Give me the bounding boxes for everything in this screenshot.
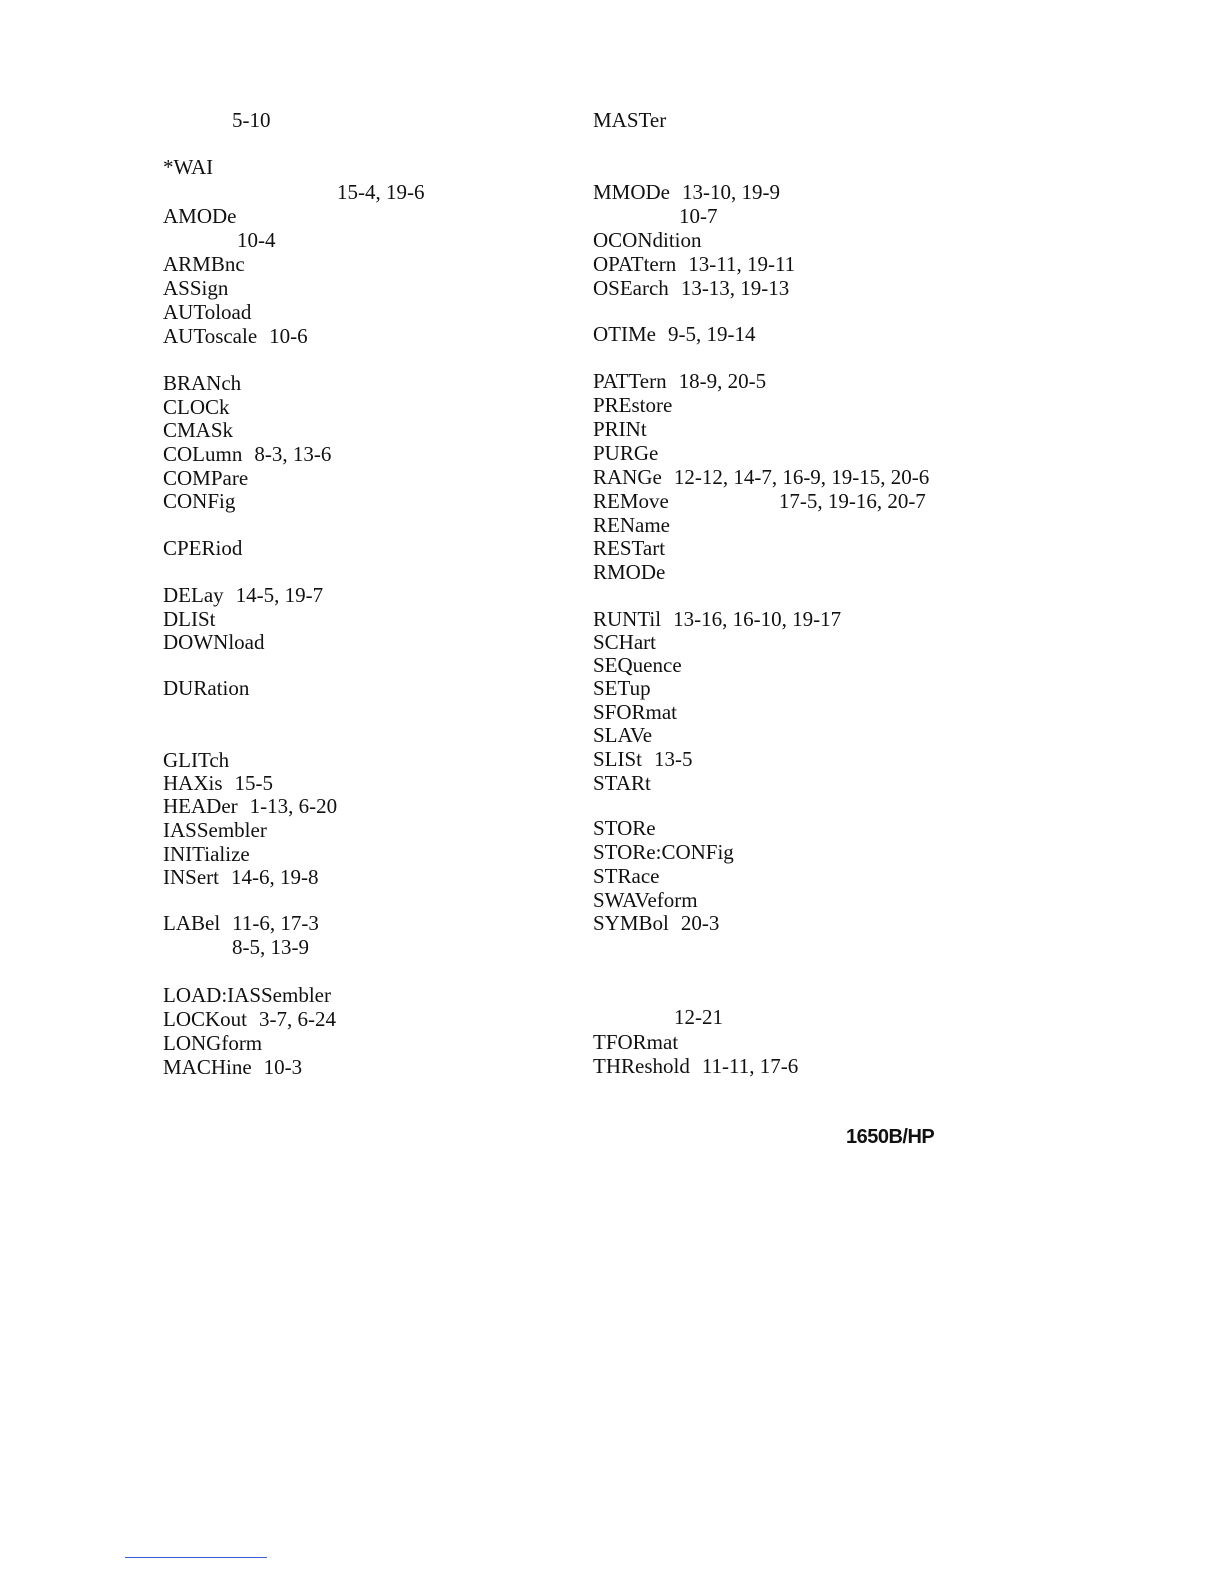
entry-term: IASSembler [163, 818, 267, 842]
index-entry [593, 180, 780, 204]
entry-term: SETup [593, 676, 651, 700]
entry-term: SFORmat [593, 700, 678, 724]
index-entry [679, 204, 718, 228]
entry-term: SLISt [593, 747, 643, 771]
entry-term: COLumn [163, 442, 243, 466]
entry-term: OCONdition [593, 228, 702, 252]
index-entry [163, 842, 250, 866]
index-entry [163, 607, 216, 631]
entry-term: COMPare [163, 466, 249, 490]
entry-pages: 11-11, 17-6 [701, 1054, 799, 1078]
index-entry [163, 865, 319, 889]
index-entry [163, 630, 264, 654]
index-entry [593, 465, 929, 489]
entry-pages: 14-6, 19-8 [231, 865, 319, 889]
entry-term: CONFig [163, 489, 236, 513]
index-entry [593, 489, 926, 513]
entry-term: LABel [163, 911, 221, 935]
entry-term: SCHart [593, 630, 656, 654]
entry-term: *WAI [163, 155, 214, 179]
entry-term: SWAVeform [593, 888, 698, 912]
index-entry [163, 204, 237, 228]
footer-label: 1650B/HP [846, 1126, 935, 1148]
entry-pages: 17-5, 19-16, 20-7 [778, 489, 926, 513]
entry-pages: 10-3 [263, 1055, 303, 1079]
entry-term: ASSign [163, 276, 229, 300]
entry-pages: 12-12, 14-7, 16-9, 19-15, 20-6 [673, 465, 930, 489]
entry-term: AUToload [163, 300, 252, 324]
entry-term: STORe [593, 816, 656, 840]
entry-term: SEQuence [593, 653, 682, 677]
entry-term: SLAVe [593, 723, 653, 747]
entry-pages: 9-5, 19-14 [667, 322, 756, 346]
index-entry [337, 180, 425, 204]
entry-term: CLOCk [163, 395, 230, 419]
entry-pages: 5-10 [232, 108, 271, 132]
entry-term: REName [593, 513, 670, 537]
index-entry [232, 108, 271, 132]
entry-term: PURGe [593, 441, 659, 465]
index-entry [593, 607, 841, 631]
entry-term: PATTern [593, 369, 667, 393]
index-entry [593, 252, 795, 276]
index-entry [163, 300, 251, 324]
entry-term: TFORmat [593, 1030, 679, 1054]
index-entry [593, 911, 719, 935]
index-entry [163, 1007, 336, 1031]
entry-term: STARt [593, 771, 651, 795]
entry-pages: 20-3 [680, 911, 720, 935]
entry-term: STORe:CONFig [593, 840, 734, 864]
entry-term: MMODe [593, 180, 670, 204]
index-entry [163, 442, 331, 466]
index-entry [593, 417, 647, 441]
index-entry [593, 393, 672, 417]
entry-pages: 14-5, 19-7 [235, 583, 324, 607]
entry-term: RANGe [593, 465, 662, 489]
entry-pages: 3-7, 6-24 [259, 1007, 336, 1031]
index-entry [593, 369, 766, 393]
entry-term: DELay [163, 583, 224, 607]
index-entry [163, 395, 230, 419]
entry-term: LOAD:IASSembler [163, 983, 331, 1007]
footnote-rule [125, 1557, 267, 1558]
entry-pages: 11-6, 17-3 [232, 911, 319, 935]
index-entry [163, 371, 241, 395]
index-entry [163, 794, 337, 818]
entry-pages: 8-3, 13-6 [254, 442, 332, 466]
entry-term: OSEarch [593, 276, 669, 300]
entry-term: CPERiod [163, 536, 243, 560]
index-entry [593, 560, 665, 584]
entry-term: RUNTil [593, 607, 662, 631]
index-entry [163, 324, 308, 348]
entry-term: PRINt [593, 417, 647, 441]
entry-pages: 15-4, 19-6 [337, 180, 425, 204]
index-entry [593, 536, 665, 560]
index-entry [163, 583, 323, 607]
entry-pages: 13-13, 19-13 [680, 276, 790, 300]
entry-term: HEADer [163, 794, 238, 818]
index-entry [593, 723, 652, 747]
entry-term: AMODe [163, 204, 237, 228]
entry-pages: 13-11, 19-11 [688, 252, 796, 276]
entry-pages: 10-6 [269, 324, 308, 348]
index-entry [163, 676, 249, 700]
index-entry [163, 466, 248, 490]
index-entry [163, 1055, 302, 1079]
entry-term: OPATtern [593, 252, 677, 276]
entry-term: CMASk [163, 418, 234, 442]
entry-term: RMODe [593, 560, 666, 584]
entry-term: MACHine [163, 1055, 252, 1079]
entry-term: LONGform [163, 1031, 263, 1055]
entry-term: DOWNload [163, 630, 265, 654]
index-entry [163, 252, 245, 276]
index-entry [163, 536, 242, 560]
index-entry [593, 700, 677, 724]
index-entry [163, 1031, 262, 1055]
index-entry [163, 911, 319, 935]
index-entry [593, 840, 734, 864]
index-entry [232, 935, 309, 959]
entry-term: SYMBol [593, 911, 669, 935]
entry-pages: 18-9, 20-5 [678, 369, 767, 393]
entry-pages: 10-7 [679, 204, 718, 228]
entry-pages: 13-10, 19-9 [682, 180, 780, 204]
index-entry [593, 816, 656, 840]
entry-term: GLITch [163, 748, 230, 772]
index-entry [163, 818, 267, 842]
entry-term: INSert [163, 865, 219, 889]
index-entry [163, 748, 229, 772]
index-entry [163, 418, 233, 442]
index-entry [163, 489, 235, 513]
entry-term: AUToscale [163, 324, 258, 348]
entry-term: DLISt [163, 607, 216, 631]
index-entry [593, 228, 702, 252]
index-entry [593, 676, 651, 700]
entry-pages: 8-5, 13-9 [232, 935, 309, 959]
entry-term: RESTart [593, 536, 666, 560]
index-entry [674, 1005, 723, 1029]
index-entry [593, 630, 656, 654]
index-entry [593, 513, 670, 537]
index-entry [163, 276, 228, 300]
index-entry [593, 888, 698, 912]
index-entry [593, 653, 682, 677]
entry-term: REMove [593, 489, 669, 513]
index-entry [593, 276, 789, 300]
entry-pages: 1-13, 6-20 [249, 794, 338, 818]
index-entry [593, 771, 651, 795]
entry-term: BRANch [163, 371, 242, 395]
index-entry [593, 1030, 678, 1054]
entry-term: DURation [163, 676, 250, 700]
entry-pages: 12-21 [674, 1005, 723, 1029]
entry-pages: 10-4 [237, 228, 276, 252]
index-entry [593, 747, 693, 771]
entry-term: MASTer [593, 108, 667, 132]
entry-term: LOCKout [163, 1007, 247, 1031]
entry-term: ARMBnc [163, 252, 245, 276]
entry-term: OTIMe [593, 322, 656, 346]
index-entry [237, 228, 276, 252]
entry-term: STRace [593, 864, 660, 888]
entry-pages: 15-5 [234, 771, 274, 795]
entry-term: PREstore [593, 393, 673, 417]
index-entry [593, 1054, 798, 1078]
index-entry [163, 771, 273, 795]
entry-term: INITialize [163, 842, 250, 866]
index-entry [593, 441, 658, 465]
entry-term: HAXis [163, 771, 223, 795]
index-entry [593, 864, 659, 888]
entry-term: THReshold [593, 1054, 690, 1078]
entry-pages: 13-5 [654, 747, 693, 771]
entry-pages: 13-16, 16-10, 19-17 [673, 607, 842, 631]
index-entry [593, 322, 755, 346]
index-entry [593, 108, 666, 132]
index-entry [163, 983, 331, 1007]
index-entry [163, 155, 213, 179]
